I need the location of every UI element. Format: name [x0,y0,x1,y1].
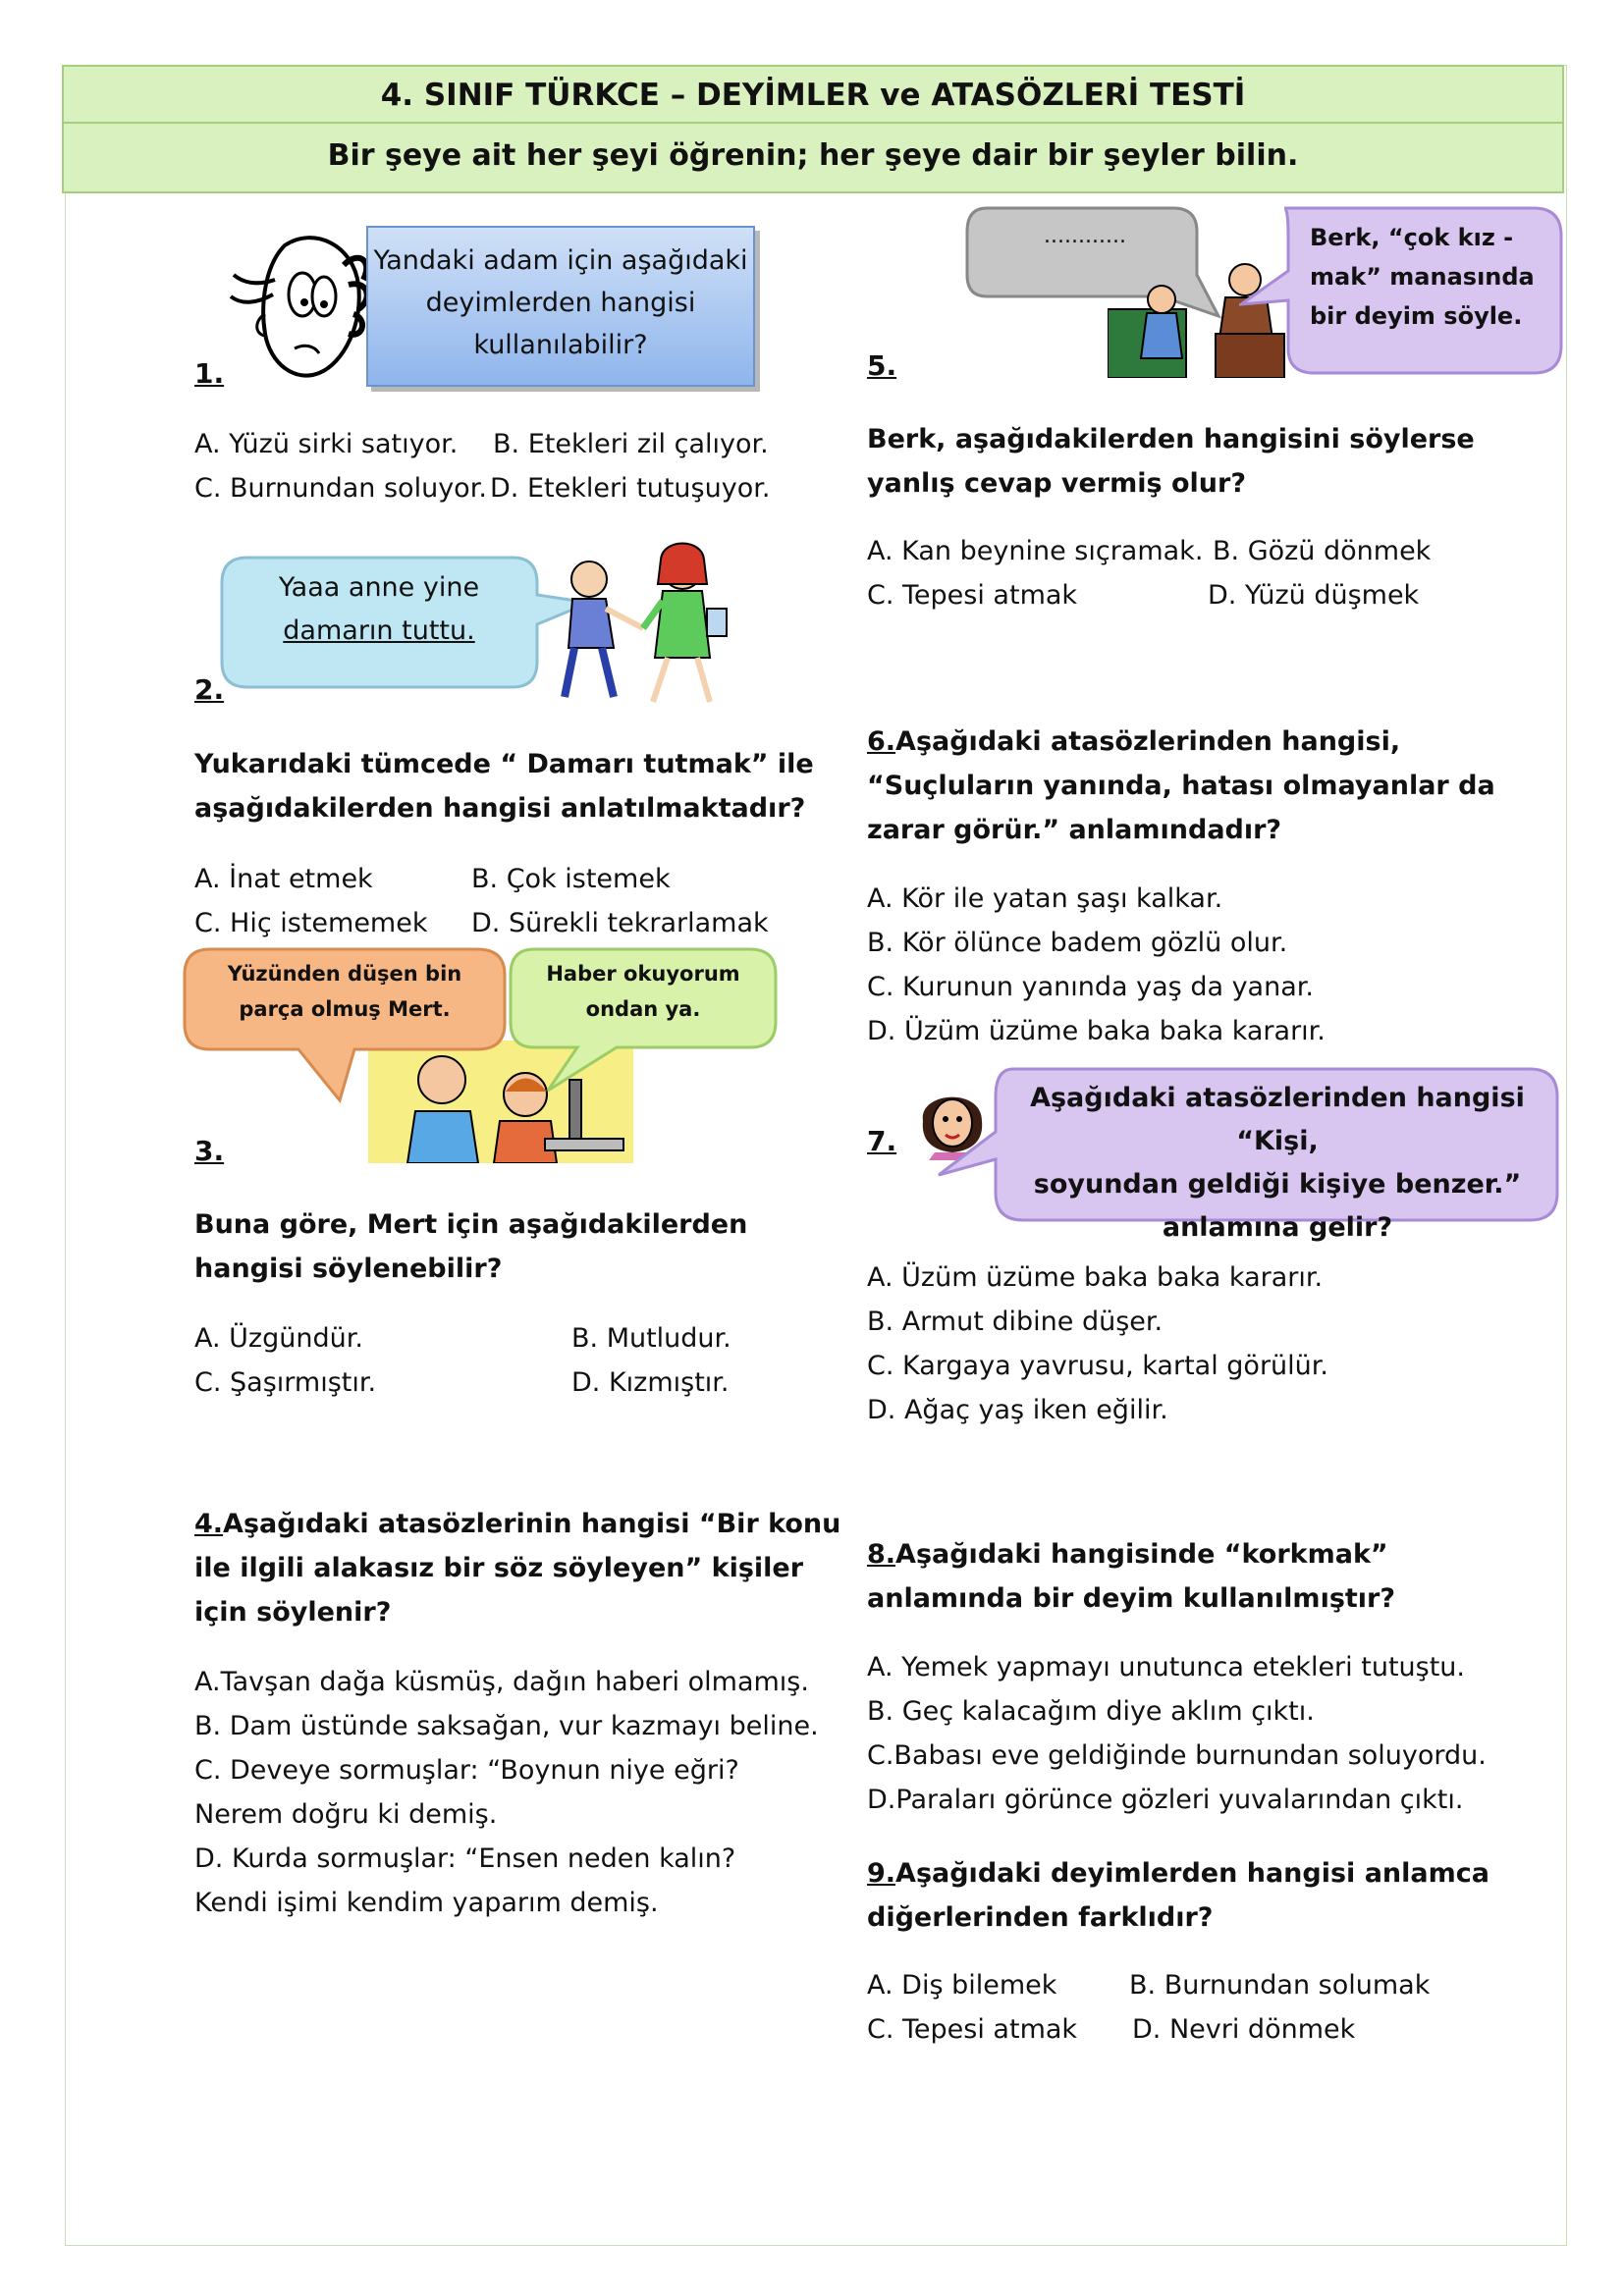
q4-question-line: için söylenir? [194,1597,392,1628]
q9-option-a[interactable]: A. Diş bilemek [867,1970,1057,2001]
q8-option-d[interactable]: D.Paraları görünce gözleri yuvalarından çıktı. [867,1785,1464,1815]
q9-option-c[interactable]: C. Tepesi atmak [867,2014,1078,2045]
q5-question-line: yanlış cevap vermiş olur? [867,468,1246,499]
q3-right-speech-bubble [511,954,776,1044]
q5-option-b[interactable]: B. Gözü dönmek [1213,536,1432,566]
q5-gray-speech-bubble: ............ [1044,224,1126,248]
q4-option-d[interactable]: D. Kurda sormuşlar: “Ensen neden kalın? [194,1843,736,1874]
q4-option-c-cont: Nerem doğru ki demiş. [194,1799,498,1830]
q6-option-a[interactable]: A. Kör ile yatan şaşı kalkar. [867,883,1223,914]
q2-option-c[interactable]: C. Hiç istememek [194,908,428,938]
q7-speech-bubble [1000,1077,1555,1243]
q2-speech-bubble [222,566,536,674]
q8-option-b[interactable]: B. Geç kalacağım diye aklım çıktı. [867,1696,1315,1727]
q9-question [867,1851,1489,1940]
q6-option-c[interactable]: C. Kurunun yanında yaş da yanar. [867,972,1314,1002]
q1-option-a[interactable]: A. Yüzü sirki satıyor. [194,429,459,459]
q7-bubble-line: soyundan geldiği kişiye benzer.” [1033,1169,1522,1200]
q2-option-d[interactable]: D. Sürekli tekrarlamak [471,908,769,938]
q1-option-b[interactable]: B. Etekleri zil çalıyor. [493,429,769,459]
q8-question-line: 8.Aşağıdaki hangisinde “korkmak” [867,1539,1388,1570]
q5-number: 5. [867,349,897,382]
q1-bubble-line: deyimlerden hangisi [425,288,696,318]
q7-option-c[interactable]: C. Kargaya yavrusu, kartal görülür. [867,1351,1328,1381]
q6-question-line: “Suçluların yanında, hatası olmayanlar da [867,771,1495,801]
q3-left-bubble-line: Yüzünden düşen bin [227,962,462,986]
q2-bubble-idiom: damarın tuttu. [283,615,475,646]
page-title: 4. SINIF TÜRKCE – DEYİMLER ve ATASÖZLERİ TESTİ [64,67,1562,124]
q3-option-d[interactable]: D. Kızmıştır. [571,1367,730,1398]
q3-right-bubble-line: Haber okuyorum [546,962,740,986]
q8-option-a[interactable]: A. Yemek yapmayı unutunca etekleri tutuştu. [867,1652,1465,1682]
q9-question-line: 9.Aşağıdaki deyimlerden hangisi anlamca [867,1858,1489,1889]
q1-number: 1. [194,357,225,390]
q6-question-line: 6.Aşağıdaki atasözlerinden hangisi, [867,726,1401,757]
q2-option-a[interactable]: A. İnat etmek [194,864,373,894]
q6-option-d[interactable]: D. Üzüm üzüme baka baka kararır. [867,1016,1326,1046]
q1-bubble-line: kullanılabilir? [473,330,648,360]
q3-left-speech-bubble [187,954,503,1044]
q1-option-d[interactable]: D. Etekleri tutuşuyor. [490,473,771,504]
q5-question [867,417,1475,506]
surprised-man-illustration [226,226,373,393]
q7-bubble-line: anlamına gelir? [1162,1212,1393,1243]
q5-option-c[interactable]: C. Tepesi atmak [867,580,1078,611]
q6-question-line: zarar görür.” anlamındadır? [867,815,1282,845]
q7-bubble-line: Aşağıdaki atasözlerinden hangisi “Kişi, [1030,1083,1525,1156]
q4-option-b[interactable]: B. Dam üstünde saksağan, vur kazmayı beline. [194,1711,819,1741]
q4-question [194,1502,840,1634]
q6-question [867,720,1495,852]
q8-question [867,1532,1395,1621]
q9-option-b[interactable]: B. Burnundan solumak [1129,1970,1431,2001]
q8-question-line: anlamında bir deyim kullanılmıştır? [867,1583,1396,1614]
q1-option-c[interactable]: C. Burnundan soluyor. [194,473,487,504]
q1-bubble-line: Yandaki adam için aşağıdaki [373,245,748,276]
q4-option-a[interactable]: A.Tavşan dağa küsmüş, dağın haberi olmamış. [194,1667,809,1697]
q7-option-a[interactable]: A. Üzüm üzüme baka baka kararır. [867,1262,1324,1293]
q2-question [194,742,814,830]
header-band [62,65,1564,193]
q7-number: 7. [867,1125,897,1157]
q3-option-a[interactable]: A. Üzgündür. [194,1323,363,1354]
q5-question-line: Berk, aşağıdakilerden hangisini söylerse [867,424,1475,454]
q8-option-c[interactable]: C.Babası eve geldiğinde burnundan soluyordu. [867,1740,1487,1771]
q6-number: 6. [867,726,896,757]
q8-number: 8. [867,1539,896,1570]
q3-question [194,1202,747,1291]
q4-question-line: ile ilgili alakasız bir söz söyleyen” kişiler [194,1553,804,1583]
q6-option-b[interactable]: B. Kör ölünce badem gözlü olur. [867,928,1288,958]
q4-number: 4. [194,1509,224,1539]
q3-left-bubble-line: parça olmuş Mert. [239,997,451,1021]
q2-question-line: aşağıdakilerden hangisi anlatılmaktadır? [194,793,806,824]
q9-question-line: diğerlerinden farklıdır? [867,1902,1214,1933]
q2-number: 2. [194,673,225,706]
q7-option-b[interactable]: B. Armut dibine düşer. [867,1307,1164,1337]
q3-question-line: Buna göre, Mert için aşağıdakilerden [194,1209,748,1240]
q4-option-d-cont: Kendi işimi kendim yaparım demiş. [194,1888,659,1918]
q3-option-c[interactable]: C. Şaşırmıştır. [194,1367,377,1398]
q3-number: 3. [194,1135,225,1167]
q5-option-d[interactable]: D. Yüzü düşmek [1208,580,1420,611]
q9-number: 9. [867,1858,896,1889]
q2-bubble-line: Yaaa anne yine [278,572,480,603]
boy-and-mother-illustration [545,540,731,707]
q1-question-bubble [366,226,755,387]
q2-option-b[interactable]: B. Çok istemek [471,864,671,894]
q5-option-a[interactable]: A. Kan beynine sıçramak. [867,536,1204,566]
q4-question-line: 4.Aşağıdaki atasözlerinin hangisi “Bir konu [194,1509,841,1539]
q3-option-b[interactable]: B. Mutludur. [571,1323,731,1354]
q5-bubble-line: mak” manasında [1310,263,1535,291]
q3-question-line: hangisi söylenebilir? [194,1254,503,1284]
q9-option-d[interactable]: D. Nevri dönmek [1132,2014,1356,2045]
q5-bubble-line: Berk, “çok kız - [1310,224,1514,251]
q5-bubble-line: bir deyim söyle. [1310,302,1523,330]
q4-option-c[interactable]: C. Deveye sormuşlar: “Boynun niye eğri? [194,1755,739,1786]
page-subtitle: Bir şeye ait her şeyi öğrenin; her şeye dair bir şeyler bilin. [327,138,1299,173]
q3-right-bubble-line: ondan ya. [585,997,701,1021]
q5-teacher-speech-bubble [1292,218,1557,355]
q2-question-line: Yukarıdaki tümcede “ Damarı tutmak” ile [194,749,814,779]
q7-option-d[interactable]: D. Ağaç yaş iken eğilir. [867,1395,1168,1425]
